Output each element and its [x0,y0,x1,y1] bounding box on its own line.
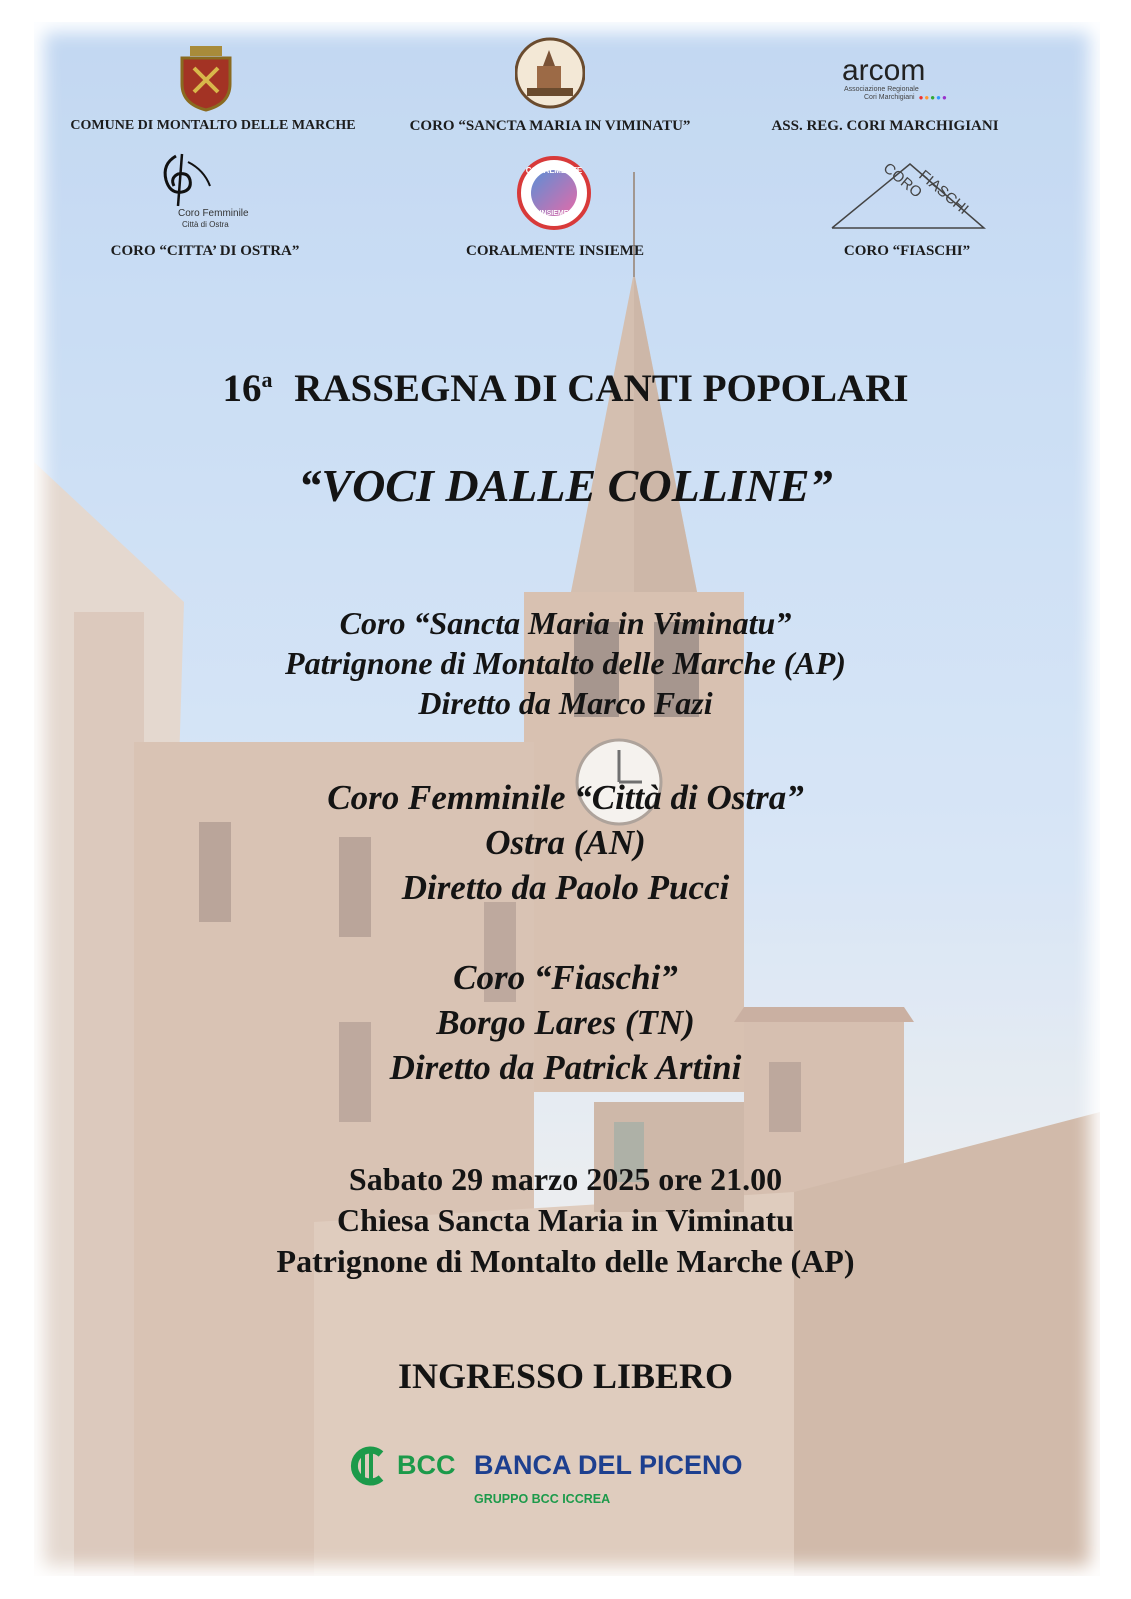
sponsor-fiaschi: CORO “FIASCHI” [843,243,971,259]
choir-place: Borgo Lares (TN) [436,1003,695,1042]
ostra-logo [152,152,262,232]
coralmente-logo-bottom: INSIEME [539,210,569,217]
fiaschi-logo-word1: CORO [879,159,926,202]
free-entry: INGRESSO LIBERO [397,1356,734,1396]
fiaschi-logo-word2: FIASCHI [915,166,972,219]
bank-logo [347,1444,777,1514]
edition-suffix: a [261,367,273,392]
coro-sancta-logo [515,36,585,110]
ostra-logo-line1: Coro Femminile [178,208,249,219]
choir-name: Coro Femminile “Città di Ostra” [327,778,804,817]
event-town: Patrignone di Montalto delle Marche (AP) [276,1243,855,1279]
ostra-logo-line2: Città di Ostra [182,220,229,229]
comune-crest-logo [176,46,236,112]
choir-name: Coro “Sancta Maria in Viminatu” [339,605,792,641]
coralmente-logo-top: CORALMENTE [525,166,583,175]
event-venue: Chiesa Sancta Maria in Viminatu [337,1202,794,1238]
title-text: RASSEGNA DI CANTI POPOLARI [294,367,909,410]
choir-name: Coro “Fiaschi” [453,958,678,997]
choir-place: Ostra (AN) [485,823,646,862]
arcom-logo-sub2: Cori Marchigiani [864,94,915,101]
event-subtitle: “VOCI DALLE COLLINE” [298,460,833,511]
bcc-symbol-icon [347,1444,391,1488]
arcom-logo [842,56,962,102]
edition-number: 16 [222,367,262,410]
choir-director: Diretto da Marco Fazi [418,685,713,721]
choir-director: Diretto da Paolo Pucci [401,868,730,907]
choir-director: Diretto da Patrick Artini [389,1048,742,1087]
arcom-dots-icon: ●●●●● [918,93,948,102]
event-title [0,366,1131,411]
sponsor-arcom: ASS. REG. CORI MARCHIGIANI [771,118,999,134]
sponsor-coro-sancta: CORO “SANCTA MARIA IN VIMINATU” [409,118,691,134]
sponsor-coralmente: CORALMENTE INSIEME [466,243,644,259]
sponsor-comune: COMUNE DI MONTALTO DELLE MARCHE [70,118,356,133]
choir-place: Patrignone di Montalto delle Marche (AP) [285,645,846,681]
sponsor-ostra: CORO “CITTA’ DI OSTRA” [110,243,300,259]
coralmente-logo [517,156,591,230]
arcom-logo-sub1: Associazione Regionale [844,86,919,93]
treble-clef-icon [152,152,212,208]
arcom-logo-wordmark: arcom [842,54,926,87]
bank-group: GRUPPO BCC ICCREA [474,1492,611,1506]
bank-name: BANCA DEL PICENO [474,1450,743,1480]
bank-short-name: BCC [397,1450,456,1480]
event-date: Sabato 29 marzo 2025 ore 21.00 [348,1161,783,1197]
fiaschi-logo [828,158,988,232]
